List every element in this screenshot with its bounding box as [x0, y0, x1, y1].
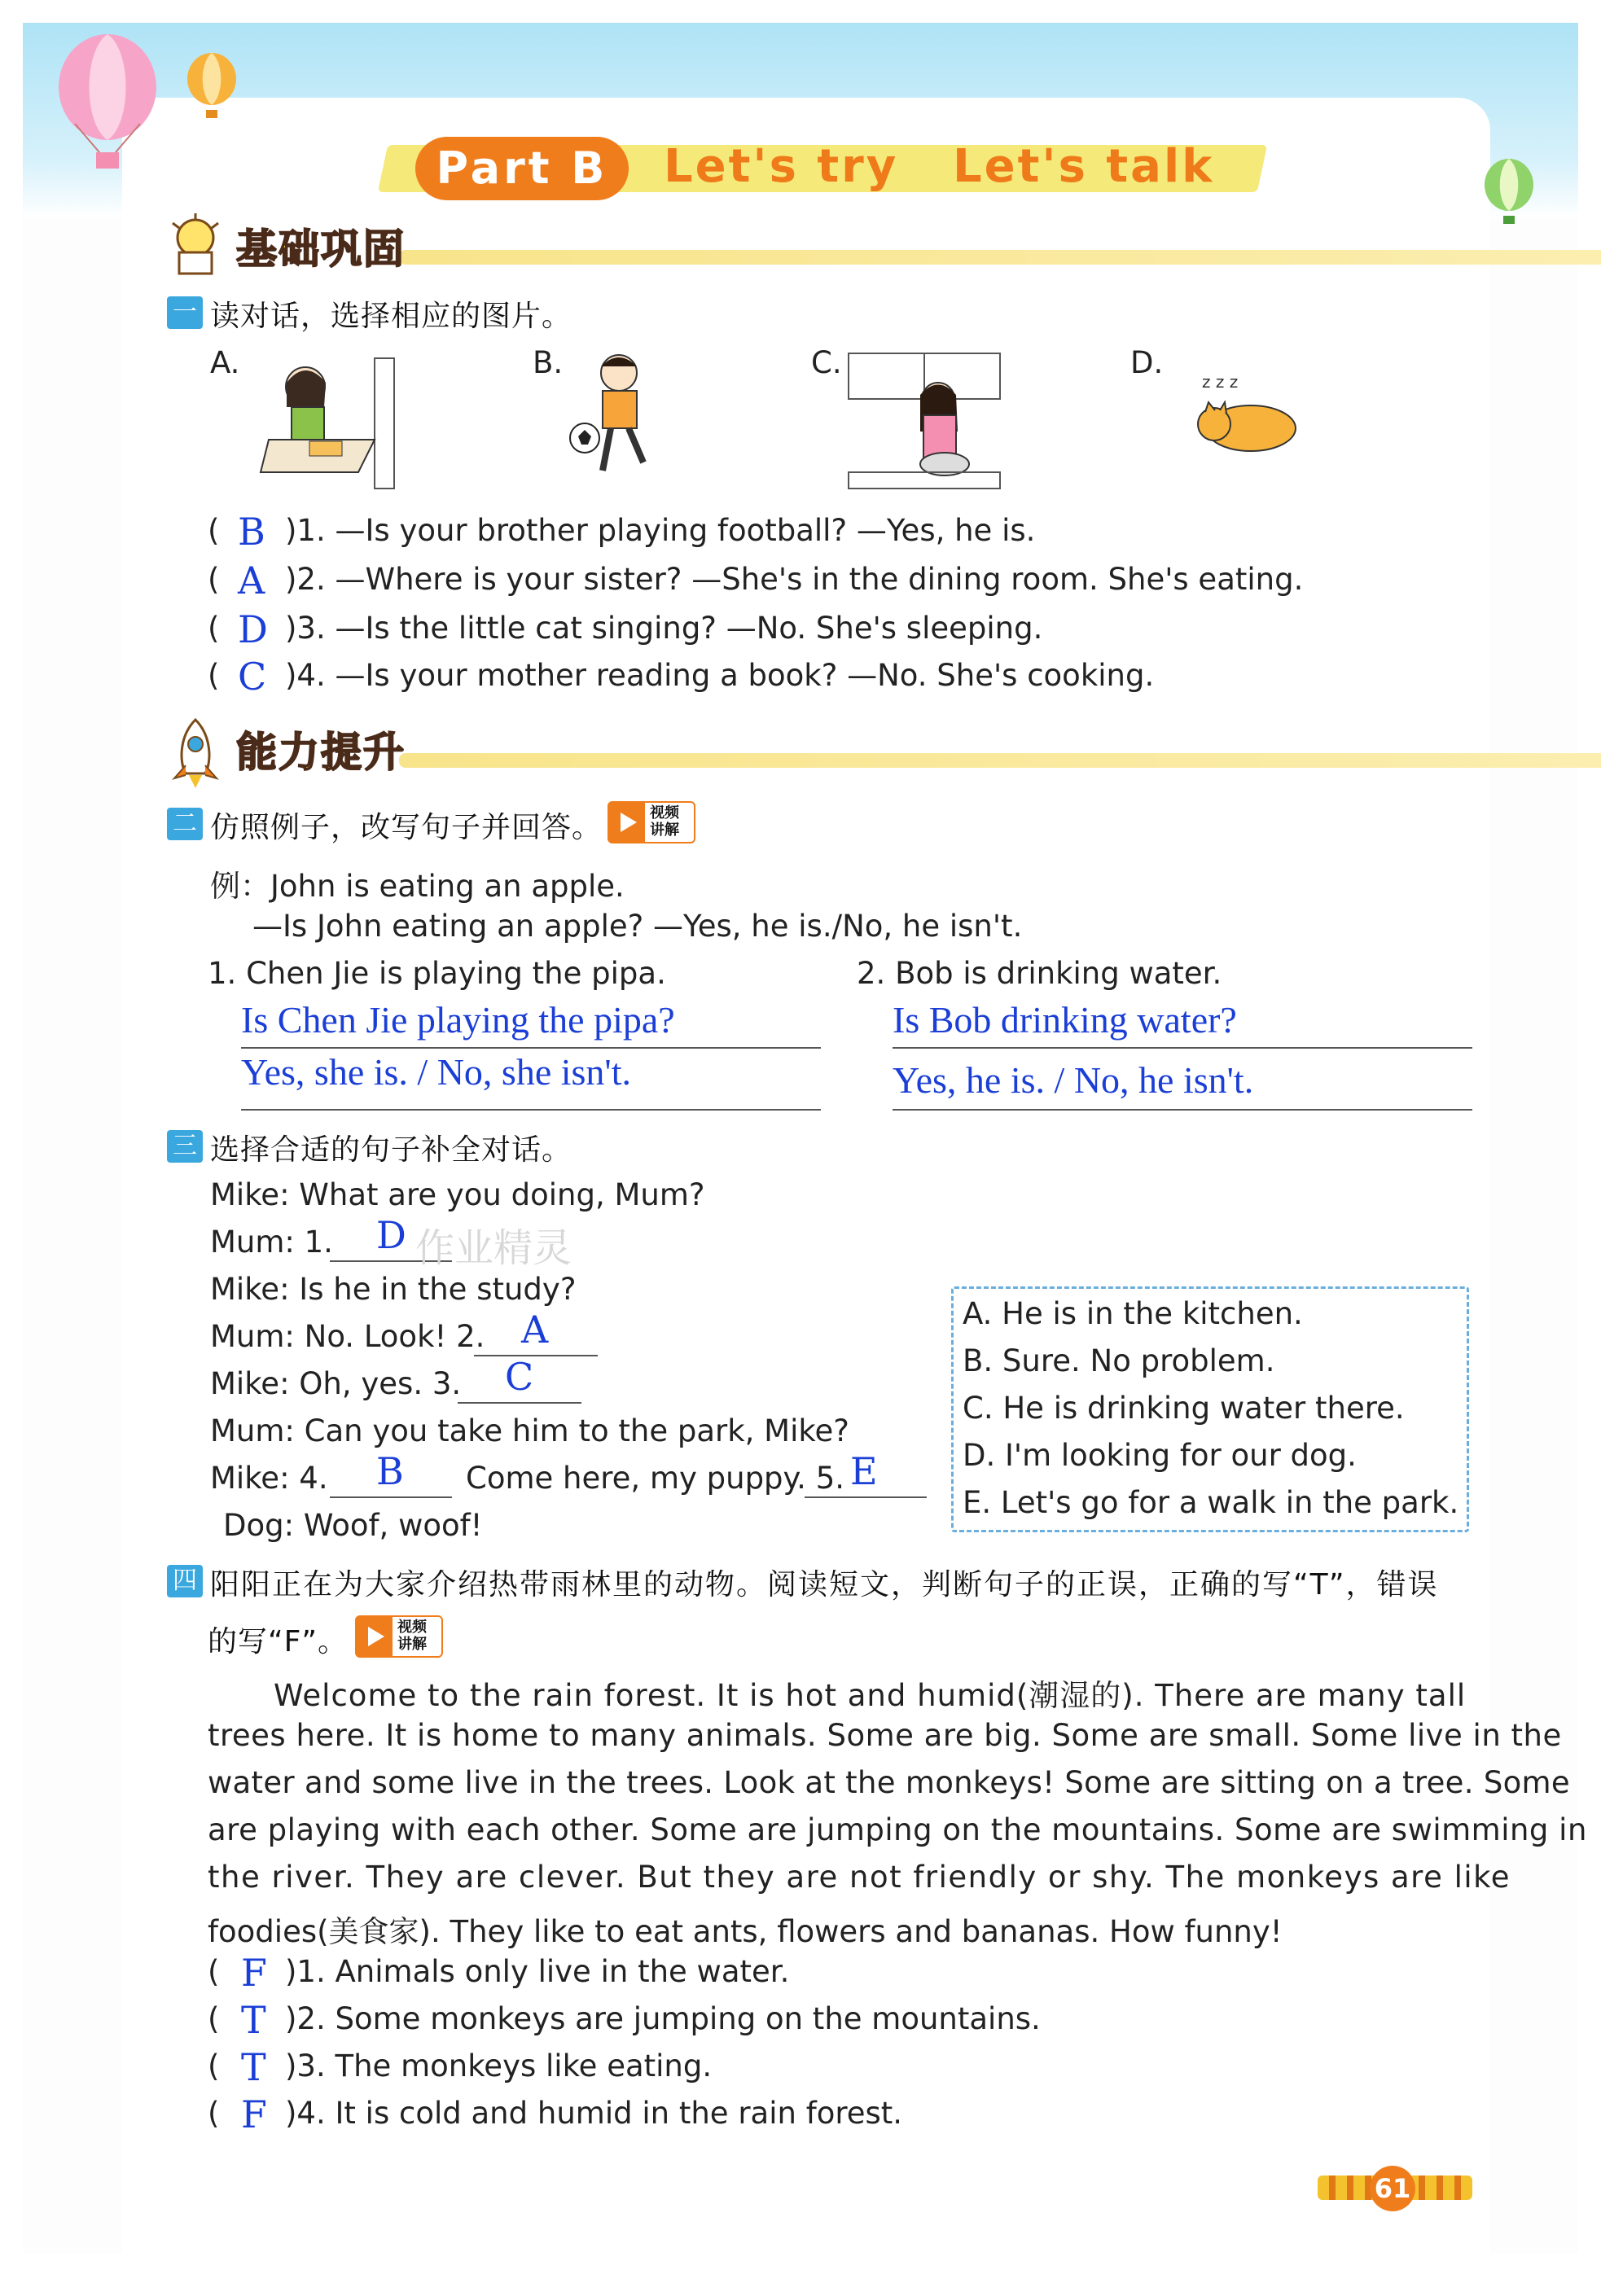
girl-eating-picture — [252, 350, 399, 493]
q3-answer-4: B — [376, 1449, 404, 1493]
passage-line-1: Welcome to the rain forest. It is hot and humid(潮湿的). There are many tall — [274, 1678, 1467, 1713]
section-stripe — [399, 753, 1601, 768]
q2-item-1-reply-answer: Yes, she is. / No, she isn't. — [241, 1051, 632, 1093]
q4-answer-4: F — [241, 2092, 267, 2136]
q1-paren-open-3: ( — [208, 611, 220, 646]
lightbulb-book-icon — [163, 213, 228, 278]
play-icon — [357, 1617, 393, 1656]
choice-a: A. He is in the kitchen. — [963, 1296, 1303, 1331]
dialog-line-7a: Mike: 4. — [210, 1461, 328, 1496]
choice-d: D. I'm looking for our dog. — [963, 1438, 1357, 1473]
q1-paren-open-2: ( — [208, 562, 220, 597]
green-balloon-icon — [1480, 159, 1537, 232]
blank-line — [805, 1496, 927, 1498]
section-advance-title: 能力提升 — [236, 729, 406, 776]
question-3-instruction: 选择合适的句子补全对话。 — [210, 1133, 572, 1167]
answer-line — [893, 1047, 1472, 1049]
watermark: 作业精灵 — [415, 1225, 572, 1271]
video-explain-button[interactable] — [608, 801, 695, 843]
q1-answer-4: C — [238, 655, 267, 699]
question-2-number: 二 — [167, 808, 203, 840]
pic-label-b: B. — [533, 345, 564, 380]
blank-line — [330, 1496, 452, 1498]
q1-paren-open-4: ( — [208, 658, 220, 693]
q1-item-3: )3. —Is the little cat singing? —No. She's sleeping. — [285, 611, 1043, 646]
q4-answer-2: T — [241, 1998, 266, 2042]
q1-answer-1: B — [238, 510, 265, 554]
sleeping-cat-picture — [1186, 363, 1308, 461]
question-1-number: 一 — [167, 296, 203, 329]
choice-c: C. He is drinking water there. — [963, 1391, 1405, 1426]
q4-paren-open-1: ( — [208, 1954, 220, 1989]
lesson-title — [383, 137, 1262, 202]
page-number-badge — [1318, 2166, 1472, 2210]
q4-item-1: )1. Animals only live in the water. — [285, 1954, 790, 1989]
section-basic-header — [163, 213, 1466, 287]
q4-item-3: )3. The monkeys like eating. — [285, 2048, 713, 2083]
q1-item-1: )1. —Is your brother playing football? —Yes, he is. — [285, 513, 1036, 548]
passage-line-4: are playing with each other. Some are jumping on the mountains. Some are swimming in — [208, 1812, 1587, 1847]
question-3-number: 三 — [167, 1130, 203, 1163]
q2-item-1: 1. Chen Jie is playing the pipa. — [208, 956, 666, 991]
q1-paren-open-1: ( — [208, 513, 220, 548]
dialog-line-8: Dog: Woof, woof! — [223, 1508, 483, 1543]
lesson-name-2: Let's talk — [953, 140, 1215, 193]
pink-balloon-icon — [50, 34, 164, 173]
answer-line — [241, 1109, 821, 1111]
q2-example-1: 例：John is eating an apple. — [210, 869, 625, 904]
answer-line — [241, 1047, 821, 1049]
mother-cooking-picture — [847, 350, 1002, 495]
q3-answer-2: A — [521, 1308, 549, 1352]
q2-item-1-question-answer: Is Chen Jie playing the pipa? — [241, 999, 675, 1041]
dialog-line-7b: Come here, my puppy. 5. — [466, 1461, 844, 1496]
pic-label-a: A. — [210, 345, 240, 380]
dialog-line-5: Mike: Oh, yes. 3. — [210, 1366, 462, 1401]
video-explain-button[interactable] — [355, 1615, 443, 1658]
dialog-line-6: Mum: Can you take him to the park, Mike? — [210, 1413, 849, 1448]
page-number: 61 — [1370, 2166, 1415, 2211]
passage-line-3: water and some live in the trees. Look at the monkeys! Some are sitting on a tree. Some — [208, 1765, 1570, 1800]
q4-item-4: )4. It is cold and humid in the rain forest. — [285, 2096, 903, 2131]
q3-answer-3: C — [505, 1355, 534, 1399]
q1-item-4: )4. —Is your mother reading a book? —No. She's cooking. — [285, 658, 1155, 693]
question-4-number: 四 — [167, 1565, 203, 1597]
choice-e: E. Let's go for a walk in the park. — [963, 1485, 1459, 1520]
q3-answer-1: D — [376, 1213, 406, 1257]
play-icon — [609, 803, 645, 842]
pic-label-c: C. — [811, 345, 842, 380]
passage-line-6: foodies(美食家). They like to eat ants, flowers and bananas. How funny! — [208, 1914, 1283, 1949]
dialog-line-2: Mum: 1. — [210, 1225, 333, 1260]
question-1-instruction: 读对话，选择相应的图片。 — [210, 300, 572, 333]
q4-paren-open-2: ( — [208, 2001, 220, 2036]
q4-paren-open-3: ( — [208, 2048, 220, 2083]
section-basic-title: 基础巩固 — [236, 226, 406, 273]
question-2-instruction: 仿照例子，改写句子并回答。 — [210, 811, 603, 844]
q4-answer-3: T — [241, 2045, 266, 2089]
q1-item-2: )2. —Where is your sister? —She's in the dining room. She's eating. — [285, 562, 1304, 597]
dialog-line-3: Mike: Is he in the study? — [210, 1272, 577, 1307]
q1-answer-2: A — [238, 559, 265, 602]
q3-answer-5: E — [850, 1449, 878, 1493]
choice-b: B. Sure. No problem. — [963, 1343, 1275, 1378]
question-4-instruction-2: 的写“F”。 — [208, 1625, 349, 1658]
section-advance-header — [163, 716, 1466, 790]
orange-balloon-icon — [183, 53, 240, 126]
section-stripe — [399, 250, 1601, 265]
q2-item-2: 2. Bob is drinking water. — [857, 956, 1222, 991]
q1-answer-3: D — [238, 607, 268, 651]
q4-answer-1: F — [241, 1951, 267, 1995]
question-4-instruction-1: 阳阳正在为大家介绍热带雨林里的动物。阅读短文，判断句子的正误，正确的写“T”，错误 — [210, 1568, 1439, 1602]
q2-example-2: —Is John eating an apple? —Yes, he is./No, he isn't. — [252, 909, 1023, 944]
q2-item-2-reply-answer: Yes, he is. / No, he isn't. — [893, 1059, 1254, 1101]
passage-line-5: the river. They are clever. But they are not friendly or shy. The monkeys are like — [208, 1860, 1511, 1895]
q4-paren-open-4: ( — [208, 2096, 220, 2131]
rocket-icon — [163, 716, 228, 790]
video-label: 视频讲解 — [397, 1619, 427, 1653]
lesson-name-1: Let's try — [664, 140, 899, 193]
part-label: Part B — [415, 137, 629, 200]
pic-label-d: D. — [1130, 345, 1164, 380]
dialog-line-1: Mike: What are you doing, Mum? — [210, 1177, 705, 1212]
video-label: 视频讲解 — [650, 804, 679, 839]
answer-line — [893, 1109, 1472, 1111]
svg-text:z z z: z z z — [1202, 372, 1239, 392]
blank-line — [458, 1402, 581, 1404]
q4-item-2: )2. Some monkeys are jumping on the mountains. — [285, 2001, 1041, 2036]
boy-playing-football-picture — [562, 348, 668, 495]
q2-item-2-question-answer: Is Bob drinking water? — [893, 999, 1237, 1041]
passage-line-2: trees here. It is home to many animals. Some are big. Some are small. Some live in the — [208, 1718, 1562, 1753]
dialog-line-4: Mum: No. Look! 2. — [210, 1319, 485, 1354]
blank-line — [474, 1355, 598, 1356]
